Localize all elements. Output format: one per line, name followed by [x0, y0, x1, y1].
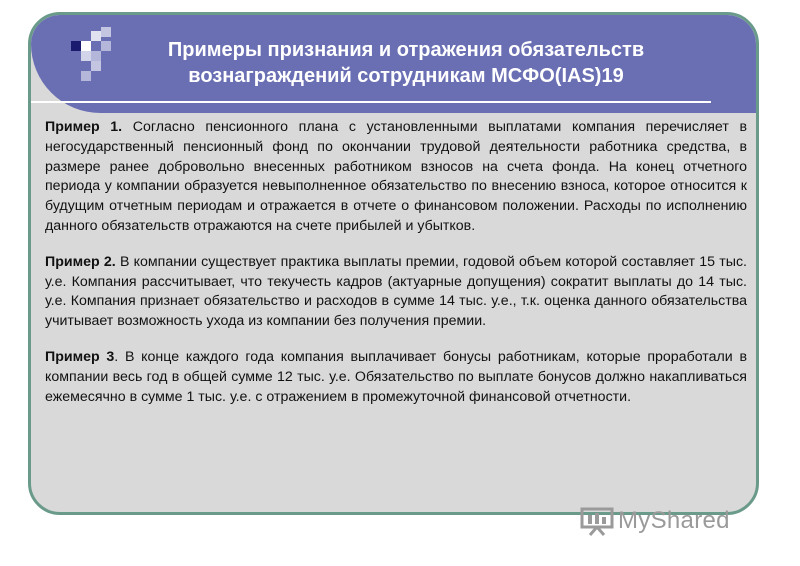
watermark-text: MyShared — [618, 507, 730, 534]
presentation-board-icon — [580, 506, 614, 536]
example-label: Пример 3 — [45, 348, 115, 365]
slide-frame — [28, 12, 759, 515]
example-paragraph-2 — [45, 253, 747, 332]
example-text: Согласно пенсионного плана с установленными выплатами компания перечисляет в негосударственный пенсионный фонд по окончании трудовой деятельности работника средства, в размере ранее добровольно внесенных работником взносов на счета фонда. На конец отчетного периода у компании образуется невыполненное обязательство по внесению взноса, которое относится к будущим отчетным периодам и отражается в отчете о финансовом положении. Расходы по исполнению данного обязательств отражаются на счете прибылей и убытков. — [45, 119, 747, 234]
watermark — [580, 505, 730, 537]
example-paragraph-1 — [45, 118, 747, 237]
example-text: . В конце каждого года компания выплачивает бонусы работникам, которые проработали в компании весь год в общей сумме 12 тыс. у.е. Обязательство по выплате бонусов должно накапливаться ежемесячно в сумме 1 тыс. у.е. с отражением в промежуточной финансовой отчетности. — [45, 348, 747, 405]
title-line-1: Примеры признания и отражения обязательств — [167, 39, 645, 61]
example-label: Пример 2. — [45, 253, 116, 270]
slide-header — [31, 15, 756, 113]
title-line-2: вознаграждений сотрудникам МСФО(IAS)19 — [188, 65, 624, 87]
slide-title — [116, 37, 696, 89]
example-paragraph-3 — [45, 348, 747, 407]
example-text: В компании существует практика выплаты премии, годовой объем которой составляет 15 тыс. у.е. Компания рассчитывает, что текучесть кадров (актуарные допущения) сократит выплаты до 14 тыс. у.е. Компания признает обязательство и расходов в сумме 14 тыс. у.е., т.к. оценка данного обязательства учитывает возможность ухода из компании без получения премии. — [45, 253, 747, 330]
title-underline — [31, 101, 711, 103]
slide-body — [45, 118, 747, 423]
example-label: Пример 1. — [45, 119, 123, 135]
